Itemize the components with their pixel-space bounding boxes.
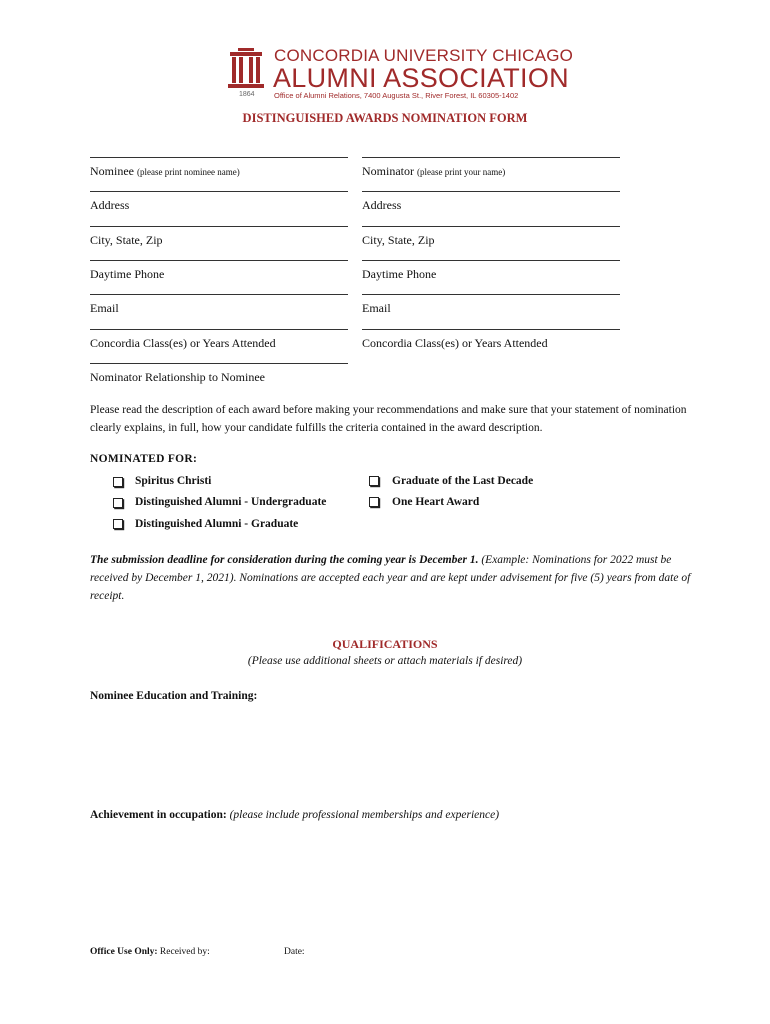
office-use-received: Received by: <box>157 947 210 957</box>
qualifications-title: QUALIFICATIONS <box>332 637 438 651</box>
nominee-field-line-4[interactable] <box>90 294 348 295</box>
office-use-bold: Office Use Only: <box>90 947 158 957</box>
nominator-field-label-text-1: Address <box>362 198 402 212</box>
nominee-field-label-4 <box>90 301 119 316</box>
nominator-field-label-text-0: Nominator <box>362 164 414 178</box>
achievement-label-bold: Achievement in occupation: <box>90 809 227 821</box>
logo-address: Office of Alumni Relations, 7400 Augusta St., River Forest, IL 60305-1402 <box>274 91 519 100</box>
nominee-field-line-1[interactable] <box>90 191 348 192</box>
achievement-label <box>90 809 499 821</box>
deadline-notice <box>90 551 700 605</box>
education-label: Nominee Education and Training: <box>90 690 258 702</box>
instructions-paragraph: Please read the description of each award before making your recommendations and make sure that your statement of nomination clearly explains, in full, how your candidate fulfills the criteria contained in the award description. <box>90 404 687 434</box>
nominator-field-label-0 <box>362 164 505 179</box>
nominator-field-label-4 <box>362 301 391 316</box>
deadline-bold: The submission deadline for consideration during the coming year is December 1. <box>90 554 479 566</box>
nominee-field-label-text-5: Concordia Class(es) or Years Attended <box>90 336 276 350</box>
logo-year: 1864 <box>239 91 255 98</box>
option-label-distinguished-alumni-graduate: Distinguished Alumni - Graduate <box>135 518 299 530</box>
nominee-field-label-6 <box>90 370 265 385</box>
nominator-field-label-3 <box>362 267 436 282</box>
alumni-association-logo <box>226 46 574 104</box>
nominator-field-label-text-2: City, State, Zip <box>362 233 435 247</box>
nominator-field-hint-0: (please print your name) <box>417 167 506 177</box>
nominee-field-label-5 <box>90 336 276 351</box>
office-use-date: Date: <box>284 947 305 957</box>
checkbox-distinguished-alumni-graduate[interactable] <box>113 519 123 529</box>
nominee-field-line-6[interactable] <box>90 363 348 364</box>
nominee-field-label-text-6: Nominator Relationship to Nominee <box>90 370 265 384</box>
nominee-field-label-text-3: Daytime Phone <box>90 267 165 281</box>
nominee-field-label-text-1: Address <box>90 198 130 212</box>
option-label-distinguished-alumni-undergraduate: Distinguished Alumni - Undergraduate <box>135 496 327 508</box>
option-label-one-heart-award: One Heart Award <box>392 496 480 508</box>
form-title: DISTINGUISHED AWARDS NOMINATION FORM <box>242 111 528 125</box>
nominator-field-label-text-5: Concordia Class(es) or Years Attended <box>362 336 548 350</box>
nominee-field-label-text-2: City, State, Zip <box>90 233 163 247</box>
nominator-field-label-text-3: Daytime Phone <box>362 267 437 281</box>
achievement-hint: (please include professional memberships and experience) <box>226 809 500 821</box>
checkbox-one-heart-award[interactable] <box>369 497 379 507</box>
nominee-field-label-3 <box>90 267 164 282</box>
option-label-spiritus-christi: Spiritus Christi <box>135 475 212 487</box>
qualifications-subtitle: (Please use additional sheets or attach materials if desired) <box>247 655 523 667</box>
nominee-field-label-1 <box>90 198 129 213</box>
nominator-field-label-text-4: Email <box>362 301 391 315</box>
nominator-field-line-0[interactable] <box>362 157 620 158</box>
checkbox-distinguished-alumni-undergraduate[interactable] <box>113 498 123 508</box>
nominee-field-label-text-4: Email <box>90 301 119 315</box>
office-use-label <box>90 947 210 957</box>
nominee-field-label-2 <box>90 233 163 248</box>
nominator-field-label-1 <box>362 198 401 213</box>
nominee-field-line-5[interactable] <box>90 329 348 330</box>
nominator-field-label-2 <box>362 233 435 248</box>
nominator-field-line-2[interactable] <box>362 226 620 227</box>
nominator-field-line-1[interactable] <box>362 191 620 192</box>
nominator-field-label-5 <box>362 336 548 351</box>
nominator-field-line-5[interactable] <box>362 329 620 330</box>
nominee-field-line-2[interactable] <box>90 226 348 227</box>
nominee-field-hint-0: (please print nominee name) <box>137 167 240 177</box>
nominee-field-line-3[interactable] <box>90 260 348 261</box>
building-columns-icon <box>226 48 266 90</box>
nominee-field-label-0 <box>90 164 240 179</box>
deadline-rest: (Example: Nominations for 2022 must be received by December 1, 2021). Nominations are accepted each year and are kept under advisement for five (5) years from date of receipt. <box>90 554 691 602</box>
option-label-graduate-of-the-last-decade: Graduate of the Last Decade <box>392 475 534 487</box>
checkbox-graduate-of-the-last-decade[interactable] <box>369 476 379 486</box>
nominee-field-line-0[interactable] <box>90 157 348 158</box>
nominated-for-heading: NOMINATED FOR: <box>90 453 198 465</box>
logo-university-name: CONCORDIA UNIVERSITY CHICAGO <box>274 46 574 65</box>
nominator-field-line-4[interactable] <box>362 294 620 295</box>
logo-association-name: ALUMNI ASSOCIATION <box>273 63 569 93</box>
nominator-field-line-3[interactable] <box>362 260 620 261</box>
checkbox-spiritus-christi[interactable] <box>113 477 123 487</box>
nominee-field-label-text-0: Nominee <box>90 164 134 178</box>
